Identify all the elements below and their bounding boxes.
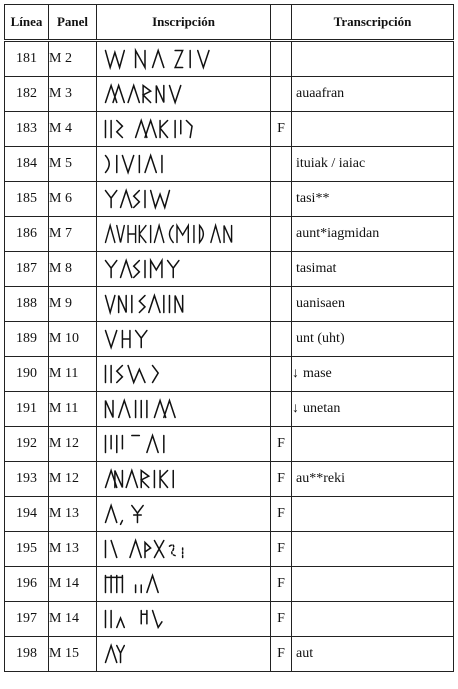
linea-cell: 190 — [5, 357, 49, 392]
flag-cell: F — [271, 602, 292, 637]
transcription-cell — [292, 567, 454, 602]
inscription-cell — [97, 427, 271, 462]
panel-cell: M 2 — [49, 41, 97, 77]
panel-cell: M 10 — [49, 322, 97, 357]
inscription-cell — [97, 497, 271, 532]
transcription-text: unetan — [303, 401, 341, 416]
linea-cell: 196 — [5, 567, 49, 602]
panel-cell: M 8 — [49, 252, 97, 287]
inscription-drawing — [97, 603, 257, 635]
header-row — [5, 5, 454, 41]
inscription-drawing — [97, 288, 257, 320]
panel-cell: M 9 — [49, 287, 97, 322]
linea-cell: 194 — [5, 497, 49, 532]
inscription-drawing — [97, 323, 257, 355]
transcription-cell — [292, 41, 454, 77]
inscription-drawing — [97, 568, 257, 600]
flag-cell — [271, 147, 292, 182]
down-arrow-icon: ↓ — [292, 366, 299, 381]
table-row — [5, 602, 454, 637]
header-transcripcion: Transcripción — [292, 5, 454, 41]
transcription-cell — [292, 112, 454, 147]
transcription-text: au**reki — [296, 471, 345, 486]
table-row — [5, 637, 454, 672]
transcription-cell — [292, 217, 454, 252]
table-row — [5, 567, 454, 602]
transcription-cell — [292, 427, 454, 462]
header-linea: Línea — [5, 5, 49, 41]
down-arrow-icon: ↓ — [292, 401, 299, 416]
table-row — [5, 322, 454, 357]
inscription-drawing — [97, 638, 257, 670]
panel-cell: M 13 — [49, 497, 97, 532]
transcription-cell — [292, 497, 454, 532]
transcription-cell — [292, 287, 454, 322]
flag-cell — [271, 182, 292, 217]
table-row — [5, 427, 454, 462]
flag-cell — [271, 287, 292, 322]
inscription-cell — [97, 252, 271, 287]
linea-cell: 197 — [5, 602, 49, 637]
linea-cell: 181 — [5, 41, 49, 77]
transcription-cell — [292, 532, 454, 567]
linea-cell: 185 — [5, 182, 49, 217]
header-panel: Panel — [49, 5, 97, 41]
inscription-cell — [97, 462, 271, 497]
flag-cell — [271, 217, 292, 252]
flag-cell — [271, 392, 292, 427]
table-row — [5, 217, 454, 252]
panel-cell: M 12 — [49, 462, 97, 497]
inscription-cell — [97, 532, 271, 567]
table-row — [5, 182, 454, 217]
transcription-cell — [292, 322, 454, 357]
transcription-cell — [292, 602, 454, 637]
transcription-cell — [292, 182, 454, 217]
flag-cell: F — [271, 567, 292, 602]
inscription-drawing — [97, 498, 257, 530]
inscription-cell — [97, 217, 271, 252]
linea-cell: 183 — [5, 112, 49, 147]
header-inscripcion: Inscripción — [97, 5, 271, 41]
inscription-drawing — [97, 148, 257, 180]
inscription-cell — [97, 287, 271, 322]
inscription-cell — [97, 41, 271, 77]
flag-cell — [271, 322, 292, 357]
flag-cell — [271, 77, 292, 112]
panel-cell: M 7 — [49, 217, 97, 252]
linea-cell: 192 — [5, 427, 49, 462]
flag-cell — [271, 252, 292, 287]
flag-cell — [271, 41, 292, 77]
inscription-drawing — [97, 78, 257, 110]
transcription-text: aunt*iagmidan — [296, 226, 380, 241]
flag-cell: F — [271, 112, 292, 147]
transcription-text: ituiak / iaiac — [296, 156, 366, 171]
inscription-drawing — [97, 253, 257, 285]
inscription-cell — [97, 567, 271, 602]
panel-cell: M 4 — [49, 112, 97, 147]
transcription-cell — [292, 462, 454, 497]
linea-cell: 191 — [5, 392, 49, 427]
transcription-cell — [292, 637, 454, 672]
flag-cell: F — [271, 532, 292, 567]
table-row — [5, 532, 454, 567]
panel-cell: M 12 — [49, 427, 97, 462]
transcription-cell — [292, 77, 454, 112]
inscription-drawing — [97, 463, 257, 495]
panel-cell: M 6 — [49, 182, 97, 217]
inscription-drawing — [97, 113, 257, 145]
linea-cell: 193 — [5, 462, 49, 497]
inscription-cell — [97, 602, 271, 637]
inscription-drawing — [97, 183, 257, 215]
table-row — [5, 497, 454, 532]
linea-cell: 189 — [5, 322, 49, 357]
transcription-cell — [292, 357, 454, 392]
transcription-text: mase — [303, 366, 332, 381]
flag-cell: F — [271, 427, 292, 462]
table-row — [5, 147, 454, 182]
transcription-cell — [292, 392, 454, 427]
inscription-drawing — [97, 393, 257, 425]
inscription-cell — [97, 322, 271, 357]
panel-cell: M 5 — [49, 147, 97, 182]
transcription-text: tasimat — [296, 261, 337, 276]
table-row — [5, 287, 454, 322]
linea-cell: 184 — [5, 147, 49, 182]
transcription-text: uanisaen — [296, 296, 345, 311]
inscription-drawing — [97, 43, 257, 75]
inscription-table — [4, 4, 454, 672]
flag-cell: F — [271, 462, 292, 497]
transcription-text: aut — [296, 646, 314, 661]
linea-cell: 186 — [5, 217, 49, 252]
table-row — [5, 462, 454, 497]
inscription-cell — [97, 357, 271, 392]
flag-cell: F — [271, 637, 292, 672]
panel-cell: M 14 — [49, 567, 97, 602]
transcription-text: tasi** — [296, 191, 330, 206]
panel-cell: M 11 — [49, 392, 97, 427]
transcription-text: auaafran — [296, 86, 345, 101]
linea-cell: 198 — [5, 637, 49, 672]
panel-cell: M 11 — [49, 357, 97, 392]
panel-cell: M 13 — [49, 532, 97, 567]
linea-cell: 182 — [5, 77, 49, 112]
transcription-text: unt (uht) — [296, 331, 345, 346]
flag-cell: F — [271, 497, 292, 532]
inscription-cell — [97, 637, 271, 672]
transcription-cell — [292, 252, 454, 287]
linea-cell: 195 — [5, 532, 49, 567]
table-row — [5, 112, 454, 147]
panel-cell: M 14 — [49, 602, 97, 637]
panel-cell: M 15 — [49, 637, 97, 672]
linea-cell: 187 — [5, 252, 49, 287]
inscription-drawing — [97, 428, 257, 460]
table-row — [5, 77, 454, 112]
inscription-drawing — [97, 533, 257, 565]
transcription-cell — [292, 147, 454, 182]
inscription-cell — [97, 147, 271, 182]
inscription-cell — [97, 392, 271, 427]
table-row — [5, 252, 454, 287]
linea-cell: 188 — [5, 287, 49, 322]
flag-cell — [271, 357, 292, 392]
inscription-cell — [97, 182, 271, 217]
inscription-cell — [97, 77, 271, 112]
header-flag — [271, 5, 292, 41]
inscription-cell — [97, 112, 271, 147]
inscription-drawing — [97, 358, 257, 390]
panel-cell: M 3 — [49, 77, 97, 112]
inscription-drawing — [97, 218, 257, 250]
table-row — [5, 392, 454, 427]
table-row — [5, 357, 454, 392]
table-row — [5, 41, 454, 77]
